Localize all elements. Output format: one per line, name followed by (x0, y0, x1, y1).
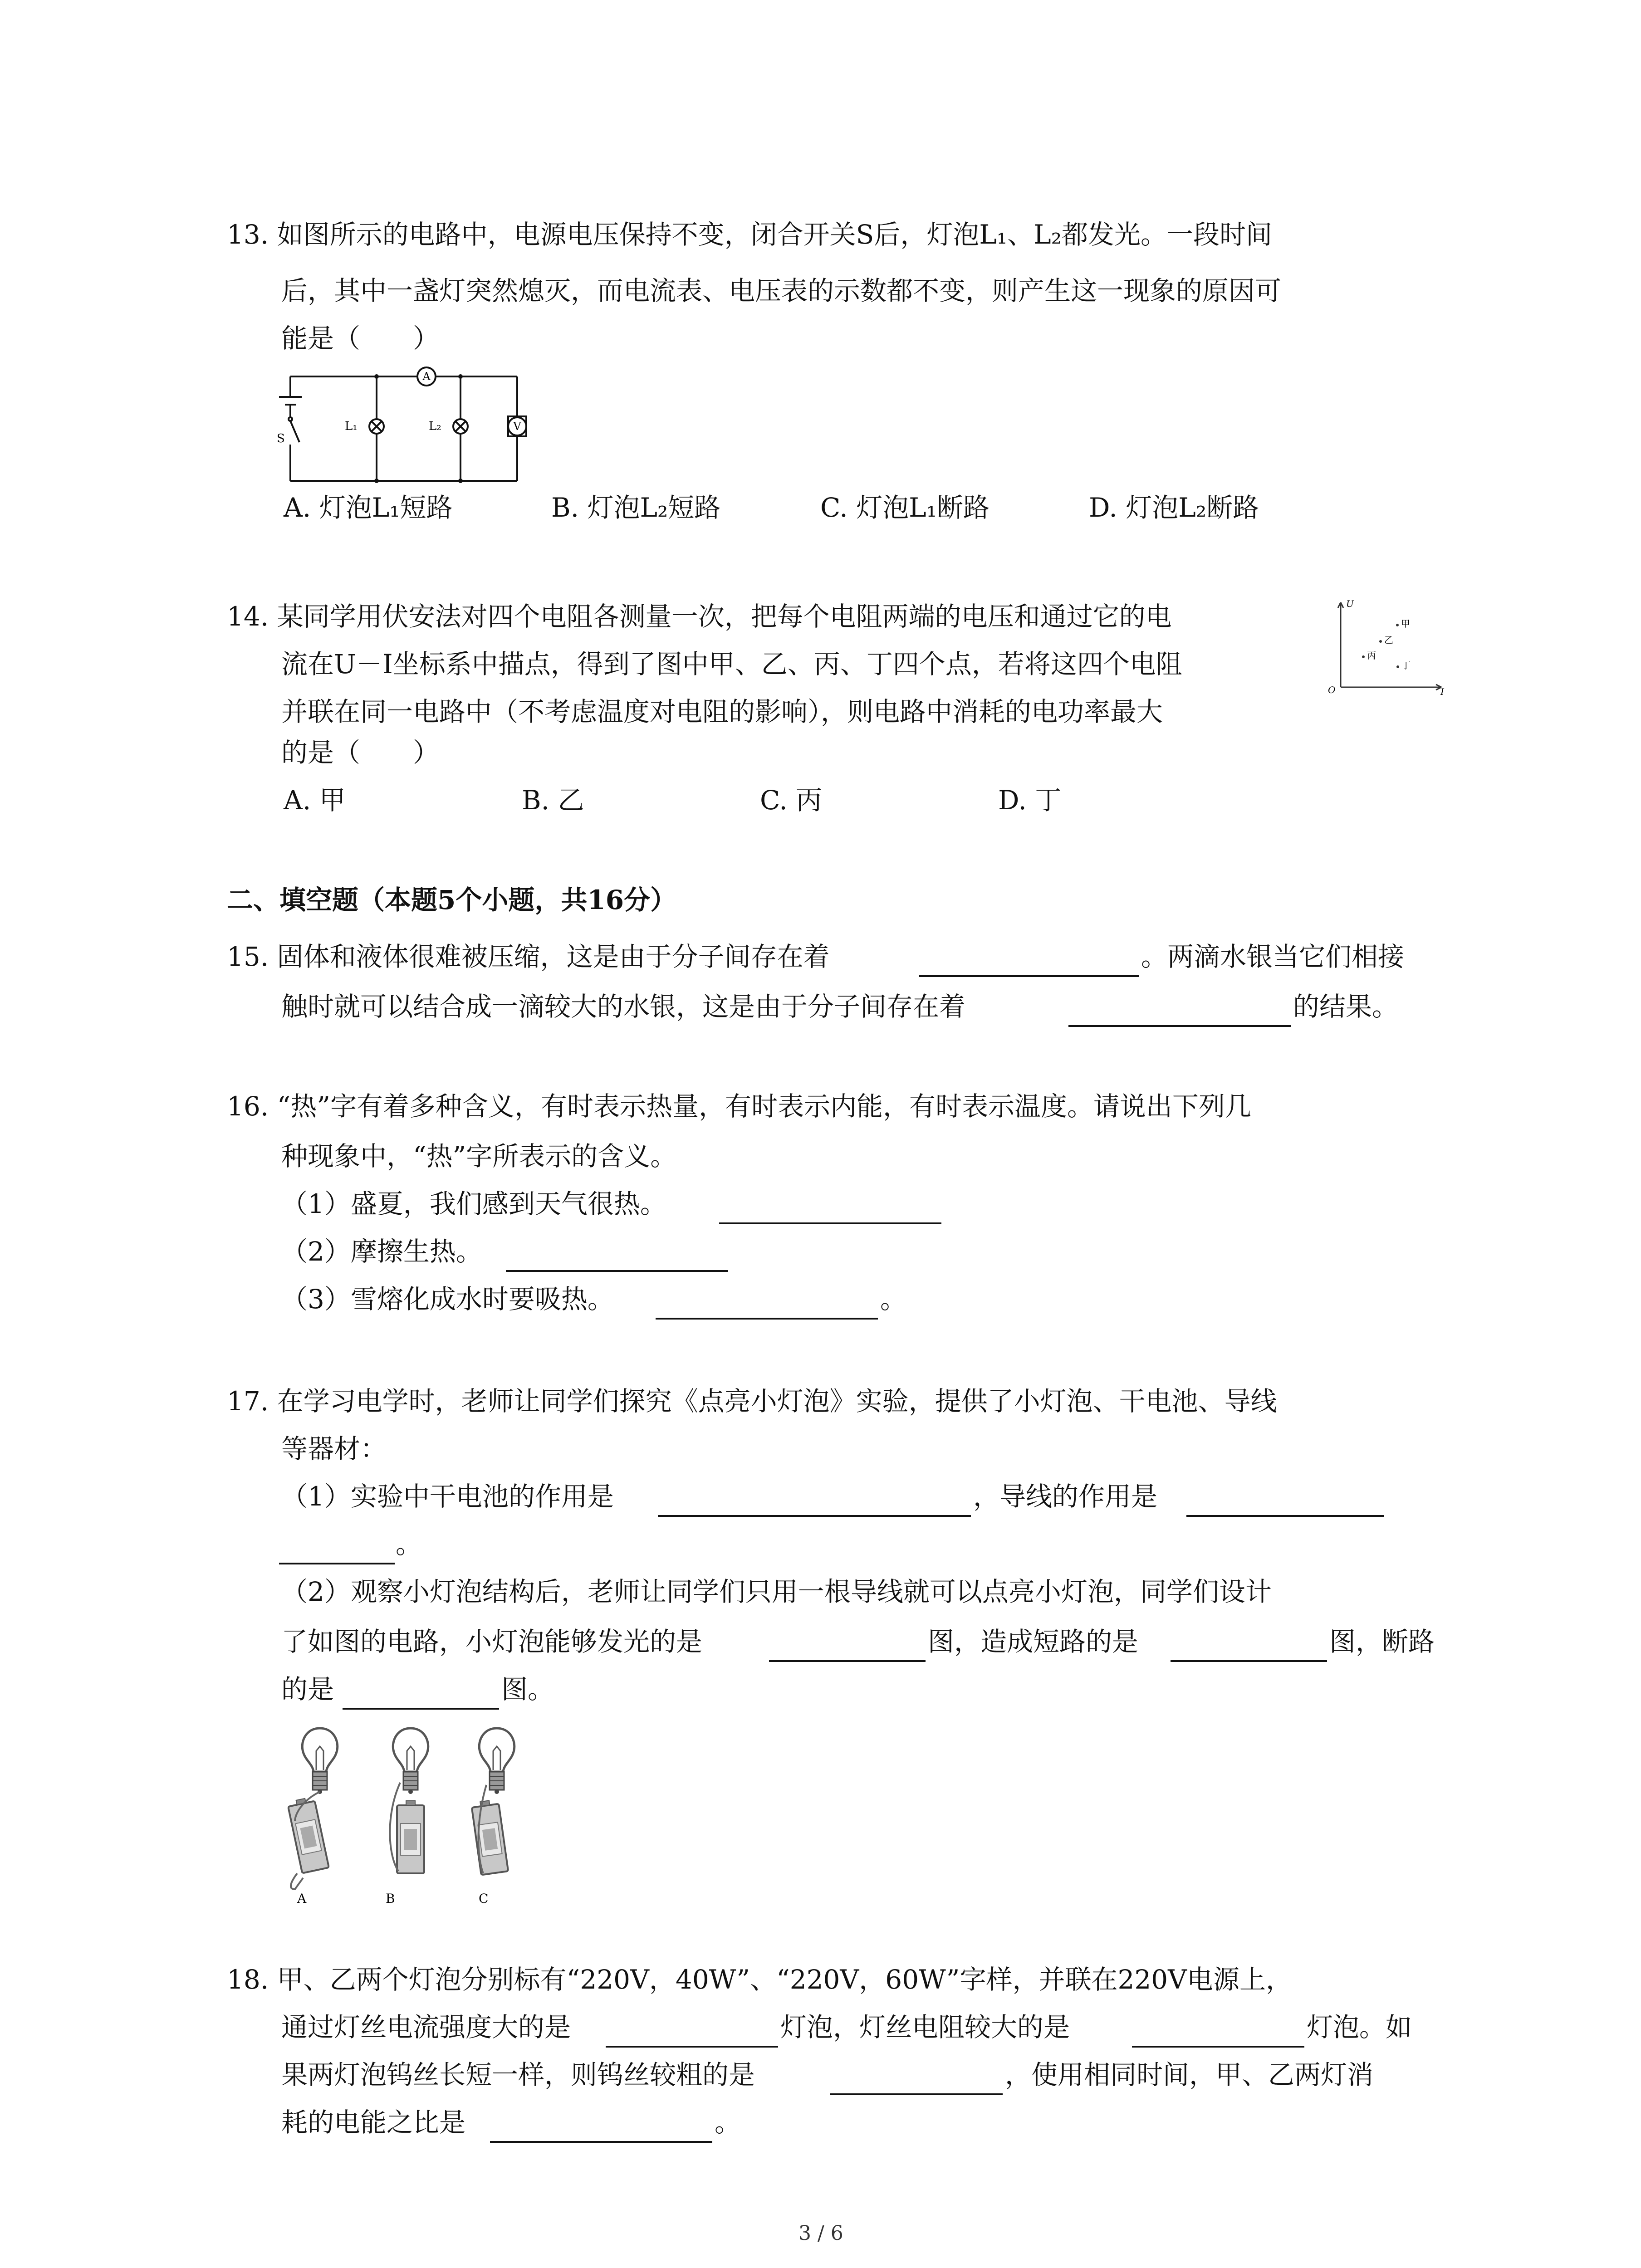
point-bing-label: 丙 (1367, 650, 1376, 661)
q13-line-3: 能是（ ） (281, 323, 440, 354)
graph-origin-label: O (1328, 684, 1336, 695)
q16-blank-2[interactable] (506, 1270, 728, 1272)
q18-blank-2[interactable] (1132, 2046, 1304, 2048)
q14-option-a: A. 甲 (284, 785, 346, 816)
q14-line-3: 并联在同一电路中（不考虑温度对电阻的影响），则电路中消耗的电功率最大 (281, 696, 1163, 727)
q14-line-1: 14. 某同学用伏安法对四个电阻各测量一次，把每个电阻两端的电压和通过它的电 (227, 601, 1172, 632)
q18-line-4a: 耗的电能之比是 (281, 2107, 466, 2138)
figure-label-b: B (386, 1891, 395, 1905)
q17-p2-line-1: （2）观察小灯泡结构后，老师让同学们只用一根导线就可以点亮小灯泡，同学们设计 (281, 1576, 1272, 1607)
q16-line-2: 种现象中，“热”字所表示的含义。 (281, 1141, 677, 1172)
q18-line-1: 18. 甲、乙两个灯泡分别标有“220V，40W”、“220V，60W”字样，并联在220V电源上， (227, 1964, 1293, 1995)
section-2-title: 二、填空题（本题5个小题，共16分） (227, 885, 677, 915)
q17-p2-line-3b: 图。 (501, 1674, 554, 1705)
page-number: 3 / 6 (798, 2222, 843, 2245)
q13-option-c: C. 灯泡L₁断路 (820, 492, 989, 523)
q17-p2-line-2b: 图，造成短路的是 (928, 1626, 1139, 1657)
q14-option-c: C. 丙 (760, 785, 823, 816)
q14-option-d: D. 丁 (998, 785, 1062, 816)
q13-option-d: D. 灯泡L₂断路 (1089, 492, 1259, 523)
q18-line-2b: 灯泡，灯丝电阻较大的是 (780, 2012, 1070, 2043)
q18-line-2a: 通过灯丝电流强度大的是 (281, 2012, 571, 2043)
q18-line-2c: 灯泡。如 (1307, 2012, 1412, 2043)
q17-p2-line-2c: 图，断路 (1329, 1626, 1435, 1657)
graph-i-axis-label: I (1440, 686, 1444, 697)
q16-item-1: （1）盛夏，我们感到天气很热。 (281, 1188, 666, 1219)
q17-blank-3[interactable] (769, 1660, 926, 1662)
q13-circuit-diagram (272, 363, 544, 485)
q15-blank-1[interactable] (919, 975, 1139, 977)
q17-blank-1[interactable] (658, 1515, 971, 1517)
q13-option-a: A. 灯泡L₁短路 (284, 492, 453, 523)
q18-blank-4[interactable] (490, 2141, 712, 2143)
q16-line-1: 16. “热”字有着多种含义，有时表示热量，有时表示内能，有时表示温度。请说出下列几 (227, 1091, 1251, 1122)
q15-line-2a: 触时就可以结合成一滴较大的水银，这是由于分子间存在着 (281, 991, 966, 1022)
q15-line-1a: 15. 固体和液体很难被压缩，这是由于分子间存在着 (227, 941, 830, 972)
q17-p1-a: （1）实验中干电池的作用是 (281, 1481, 614, 1512)
q18-line-4b: 。 (715, 2107, 741, 2138)
point-yi-label: 乙 (1384, 635, 1393, 645)
q15-blank-2[interactable] (1068, 1025, 1291, 1027)
q17-line-1: 17. 在学习电学时，老师让同学们探究《点亮小灯泡》实验，提供了小灯泡、干电池、导线 (227, 1386, 1277, 1417)
q13-option-b: B. 灯泡L₂短路 (551, 492, 721, 523)
q16-blank-3[interactable] (656, 1318, 878, 1320)
ammeter-label: A (422, 370, 431, 383)
q13-line-1: 13. 如图所示的电路中，电源电压保持不变，闭合开关S后，灯泡L₁、L₂都发光。一段时间 (227, 219, 1272, 250)
q14-option-b: B. 乙 (522, 785, 584, 816)
figure-label-c: C (479, 1891, 489, 1905)
q17-blank-4[interactable] (1171, 1660, 1327, 1662)
q18-line-3a: 果两灯泡钨丝长短一样，则钨丝较粗的是 (281, 2059, 755, 2090)
q18-line-3b: ，使用相同时间，甲、乙两灯消 (1005, 2059, 1374, 2090)
q17-p1-c: 。 (396, 1529, 422, 1559)
lamp2-label: L₂ (429, 420, 441, 433)
lamp1-label: L₁ (345, 420, 358, 433)
point-jia-label: 甲 (1401, 618, 1410, 629)
q17-p2-line-3a: 的是 (281, 1674, 334, 1705)
q14-line-2: 流在U－I坐标系中描点，得到了图中甲、乙、丙、丁四个点，若将这四个电阻 (281, 649, 1182, 679)
voltmeter-label: V (513, 420, 521, 433)
figure-label-a: A (297, 1891, 307, 1905)
q14-line-4: 的是（ ） (281, 737, 440, 768)
q17-line-2: 等器材： (281, 1433, 387, 1464)
q15-line-1b: 。两滴水银当它们相接 (1141, 941, 1405, 972)
q16-item-3a: （3）雪熔化成水时要吸热。 (281, 1284, 614, 1315)
q18-blank-3[interactable] (830, 2093, 1003, 2095)
q17-p1-b: ，导线的作用是 (973, 1481, 1158, 1512)
q16-item-2: （2）摩擦生热。 (281, 1236, 482, 1267)
q17-p2-line-2a: 了如图的电路，小灯泡能够发光的是 (281, 1626, 703, 1657)
q13-line-2: 后，其中一盏灯突然熄灭，而电流表、电压表的示数都不变，则产生这一现象的原因可 (281, 275, 1282, 306)
q16-item-3b: 。 (880, 1284, 907, 1315)
switch-label: S (277, 432, 285, 445)
q17-blank-2[interactable] (1186, 1515, 1384, 1517)
q15-line-2b: 的结果。 (1293, 991, 1399, 1022)
graph-u-axis-label: U (1346, 598, 1354, 609)
q18-blank-1[interactable] (606, 2046, 778, 2048)
q16-blank-1[interactable] (719, 1222, 941, 1224)
q17-bulb-figures (277, 1724, 558, 1905)
q14-ui-graph (1327, 594, 1452, 699)
q17-blank-5[interactable] (343, 1708, 499, 1710)
q17-blank-2-cont[interactable] (279, 1563, 395, 1564)
point-ding-label: 丁 (1401, 660, 1411, 671)
